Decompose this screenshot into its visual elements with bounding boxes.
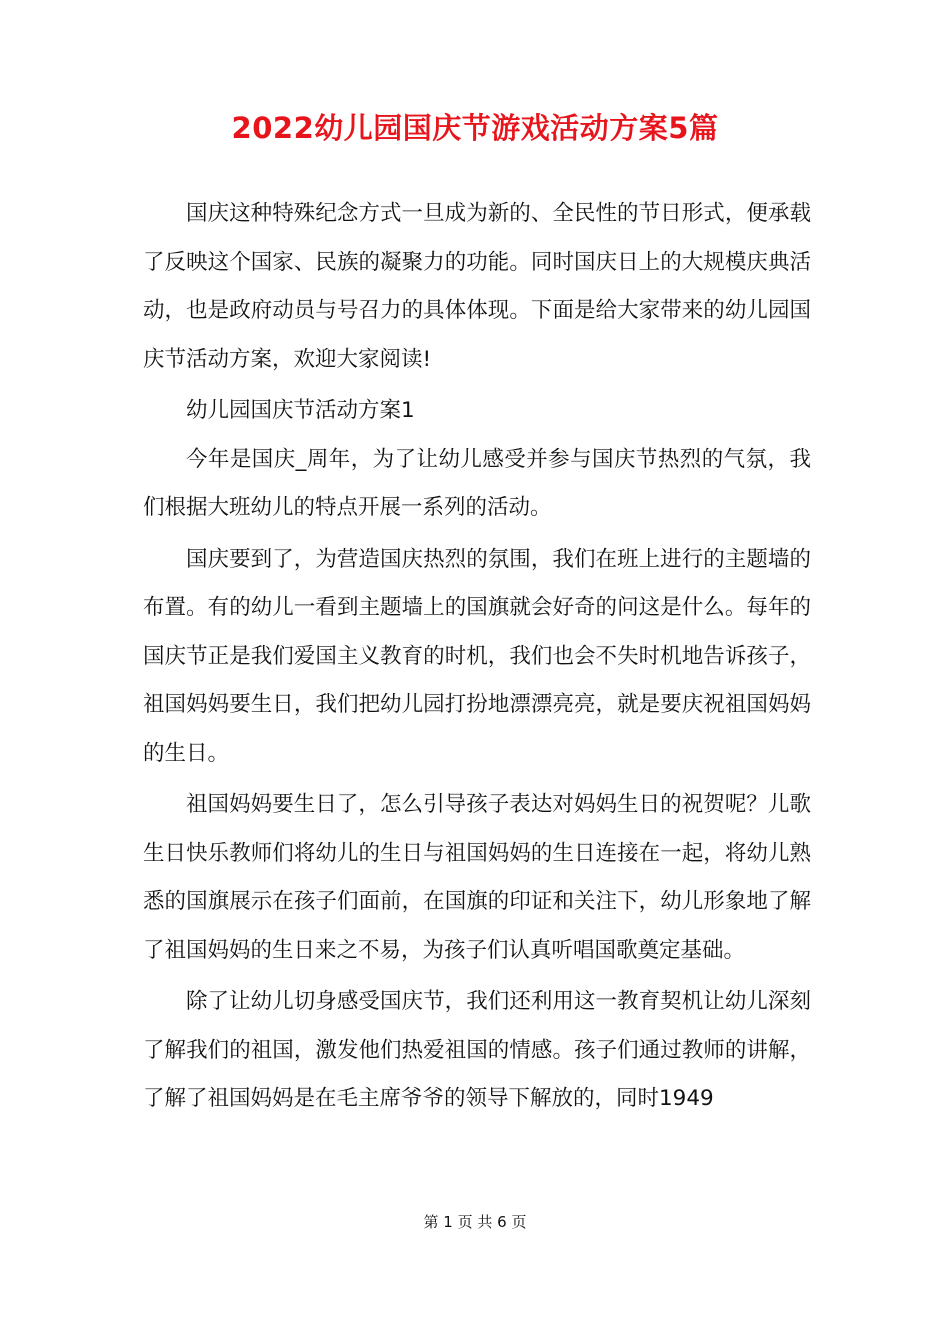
paragraph: 今年是国庆_周年，为了让幼儿感受并参与国庆节热烈的气氛，我们根据大班幼儿的特点开展一系列的活动。 xyxy=(143,446,811,520)
paragraph: 除了让幼儿切身感受国庆节，我们还利用这一教育契机让幼儿深刻了解我们的祖国，激发他们热爱祖国的情感。孩子们通过教师的讲解，了解了祖国妈妈是在毛主席爷爷的领导下解放的，同时1949 xyxy=(143,989,811,1111)
paragraph: 国庆要到了，为营造国庆热烈的氛围，我们在班上进行的主题墙的布置。有的幼儿一看到主题墙上的国旗就会好奇的问这是什么。每年的国庆节正是我们爱国主义教育的时机，我们也会不失时机地告诉孩子，祖国妈妈要生日，我们把幼儿园打扮地漂漂亮亮，就是要庆祝祖国妈妈的生日。 xyxy=(143,546,811,766)
document-title: 2022幼儿园国庆节游戏活动方案5篇 xyxy=(231,111,719,145)
paragraph-intro: 国庆这种特殊纪念方式一旦成为新的、全民性的节日形式，便承载了反映这个国家、民族的凝聚力的功能。同时国庆日上的大规模庆典活动，也是政府动员与号召力的具体体现。下面是给大家带来的幼儿园国庆节活动方案，欢迎大家阅读! xyxy=(143,201,811,372)
document-body xyxy=(143,190,811,1124)
section-heading: 幼儿园国庆节活动方案1 xyxy=(186,398,415,423)
paragraph: 祖国妈妈要生日了，怎么引导孩子表达对妈妈生日的祝贺呢？儿歌生日快乐教师们将幼儿的生日与祖国妈妈的生日连接在一起，将幼儿熟悉的国旗展示在孩子们面前，在国旗的印证和关注下，幼儿形象地了解了祖国妈妈的生日来之不易，为孩子们认真听唱国歌奠定基础。 xyxy=(143,792,811,963)
page-footer: 第 1 页 共 6 页 xyxy=(423,1213,527,1231)
